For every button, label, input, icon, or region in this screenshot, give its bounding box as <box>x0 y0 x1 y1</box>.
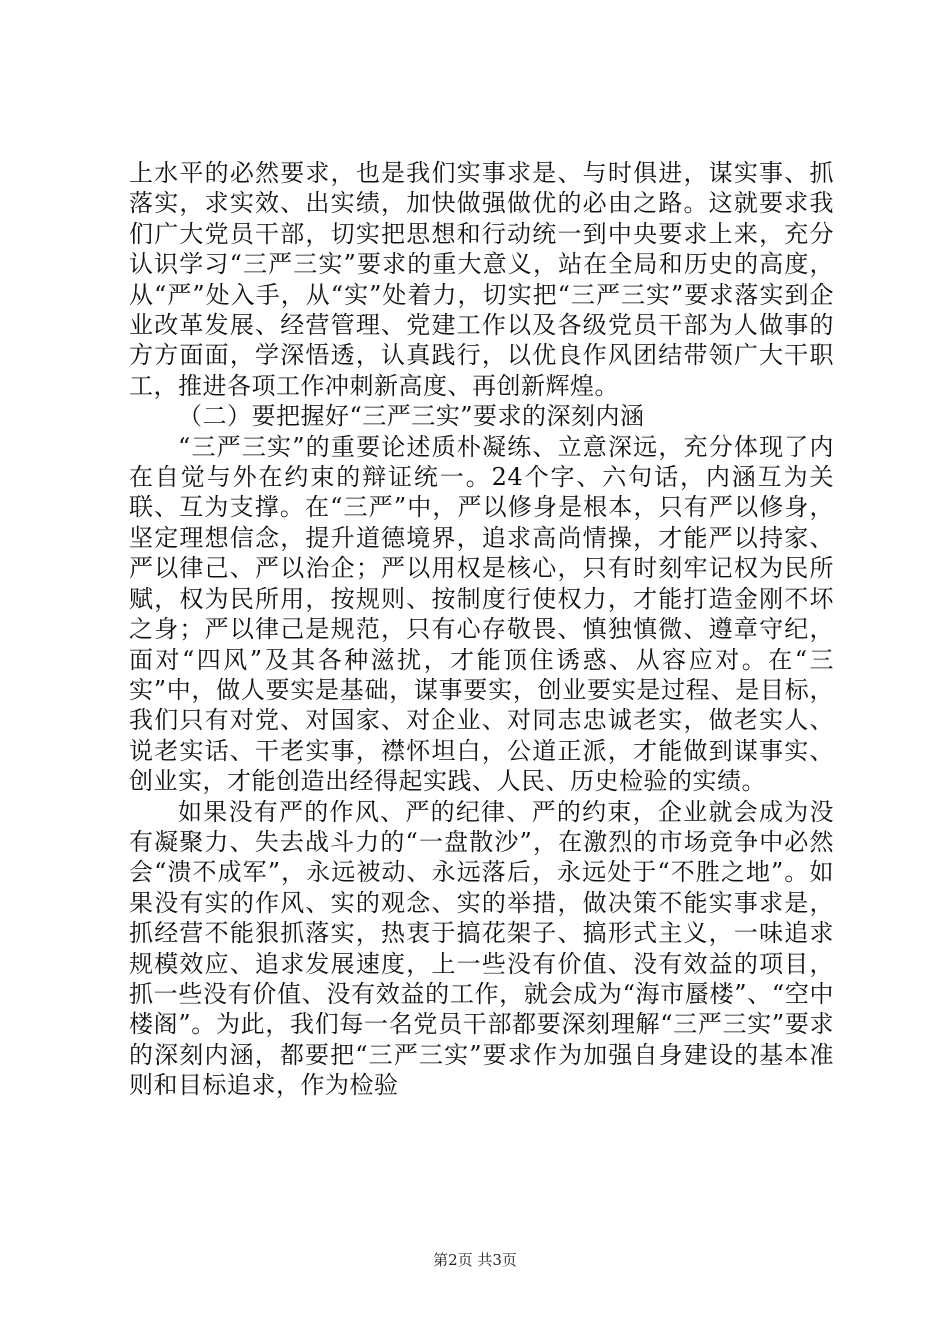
paragraph-consequences: 如果没有严的作风、严的纪律、严的约束，企业就会成为没有凝聚力、失去战斗力的“一盘散沙”，在激烈的市场竞争中必然会“溃不成军”，永远被动、永远落后，永远处于“不胜之地”。如果没有实的作风、实的观念、实的举措，做决策不能实事求是，抓经营不能狠抓落实，热衷于搞花架子、搞形式主义，一味追求规模效应、追求发展速度，上一些没有价值、没有效益的项目，抓一些没有价值、没有效益的工作，就会成为“海市蜃楼”、“空中楼阁”。为此，我们每一名党员干部都要深刻理解“三严三实”要求的深刻内涵，都要把“三严三实”要求作为加强自身建设的基本准则和目标追求，作为检验 <box>129 797 834 1100</box>
section-heading: （二）要把握好“三严三实”要求的深刻内涵 <box>178 402 645 431</box>
paragraph-connotation: “三严三实”的重要论述质朴凝练、立意深远，充分体现了内在自觉与外在约束的辩证统一。24个字、六句话，内涵互为关联、互为支撑。在“三严”中，严以修身是根本，只有严以修身，坚定理想信念，提升道德境界，追求高尚情操，才能严以持家、严以律己、严以治企；严以用权是核心，只有时刻牢记权为民所赋，权为民所用，按规则、按制度行使权力，才能打造金刚不坏之身；严以律己是规范，只有心存敬畏、慎独慎微、遵章守纪，面对“四风”及其各种滋扰，才能顶住诱惑、从容应对。在“三实”中，做人要实是基础，谋事要实，创业要实是过程、是目标，我们只有对党、对国家、对企业、对同志忠诚老实，做老实人、说老实话、干老实事，襟怀坦白，公道正派，才能做到谋事实、创业实，才能创造出经得起实践、人民、历史检验的实绩。 <box>129 432 834 796</box>
document-body <box>129 158 834 1101</box>
page-number-footer: 第2页 共3页 <box>433 1251 517 1269</box>
paragraph-continuation: 上水平的必然要求，也是我们实事求是、与时俱进，谋实事、抓落实，求实效、出实绩，加快做强做优的必由之路。这就要求我们广大党员干部，切实把思想和行动统一到中央要求上来，充分认识学习“三严三实”要求的重大意义，站在全局和历史的高度，从“严”处入手，从“实”处着力，切实把“三严三实”要求落实到企业改革发展、经营管理、党建工作以及各级党员干部为人做事的方方面面，学深悟透，认真践行，以优良作风团结带领广大干职工，推进各项工作冲刺新高度、再创新辉煌。 <box>129 159 834 400</box>
